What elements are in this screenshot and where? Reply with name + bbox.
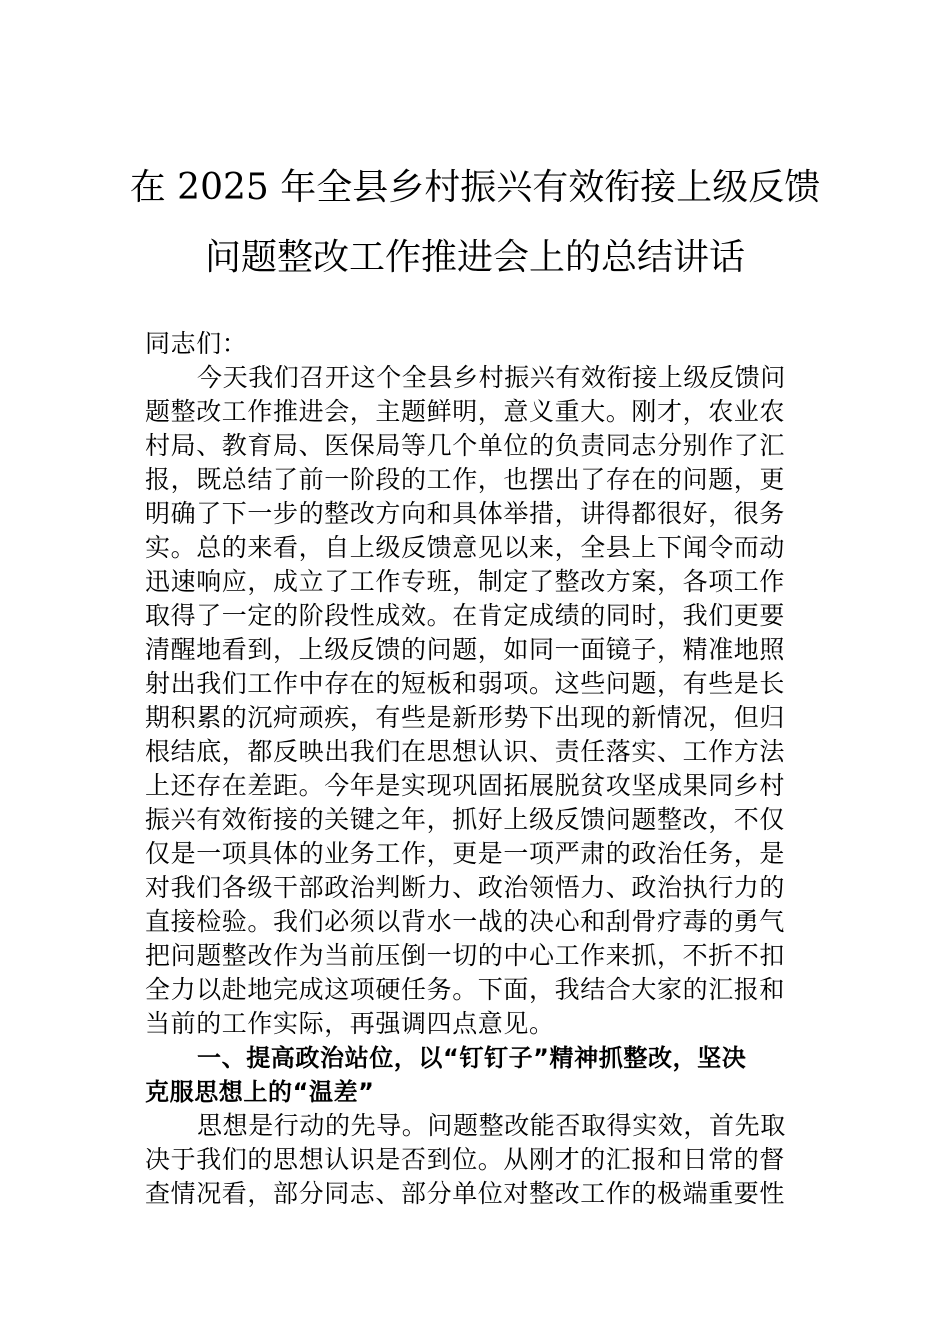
paragraph-line: 根结底，都反映出我们在思想认识、责任落实、工作方法	[145, 737, 786, 766]
paragraph-line: 查情况看，部分同志、部分单位对整改工作的极端重要性	[145, 1179, 786, 1208]
paragraph-line: 全力以赴地完成这项硬任务。下面，我结合大家的汇报和	[145, 975, 786, 1004]
paragraph-line: 决于我们的思想认识是否到位。从刚才的汇报和日常的督	[145, 1145, 786, 1174]
document-title-line-1: 在 2025 年全县乡村振兴有效衔接上级反馈	[129, 167, 821, 208]
paragraph-line: 思想是行动的先导。问题整改能否取得实效，首先取	[197, 1111, 786, 1140]
paragraph-line: 上还存在差距。今年是实现巩固拓展脱贫攻坚成果同乡村	[145, 771, 786, 800]
paragraph-line: 对我们各级干部政治判断力、政治领悟力、政治执行力的	[145, 873, 786, 902]
paragraph-line: 清醒地看到，上级反馈的问题，如同一面镜子，精准地照	[145, 635, 786, 664]
paragraph-line: 取得了一定的阶段性成效。在肯定成绩的同时，我们更要	[145, 601, 786, 630]
paragraph-line: 把问题整改作为当前压倒一切的中心工作来抓，不折不扣	[145, 941, 786, 970]
paragraph-line: 迅速响应，成立了工作专班，制定了整改方案，各项工作	[145, 567, 786, 596]
paragraph-line: 题整改工作推进会，主题鲜明，意义重大。刚才，农业农	[145, 397, 786, 426]
paragraph-line: 期积累的沉疴顽疾，有些是新形势下出现的新情况，但归	[145, 703, 786, 732]
section-heading: 克服思想上的“温差”	[145, 1078, 375, 1106]
paragraph-line: 明确了下一步的整改方向和具体举措，讲得都很好，很务	[145, 499, 786, 528]
document-title-line-2: 问题整改工作推进会上的总结讲话	[204, 237, 745, 278]
paragraph-line: 实。总的来看，自上级反馈意见以来，全县上下闻令而动	[145, 533, 786, 562]
paragraph-line: 射出我们工作中存在的短板和弱项。这些问题，有些是长	[145, 669, 786, 698]
paragraph-line: 直接检验。我们必须以背水一战的决心和刮骨疗毒的勇气	[145, 907, 786, 936]
paragraph-line: 振兴有效衔接的关键之年，抓好上级反馈问题整改，不仅	[145, 805, 786, 834]
paragraph-line: 村局、教育局、医保局等几个单位的负责同志分别作了汇	[145, 431, 786, 460]
salutation: 同志们：	[145, 329, 248, 358]
document-body	[145, 327, 810, 1211]
paragraph-line: 当前的工作实际，再强调四点意见。	[145, 1009, 555, 1038]
paragraph-line: 今天我们召开这个全县乡村振兴有效衔接上级反馈问	[197, 363, 786, 392]
paragraph-line: 报，既总结了前一阶段的工作，也摆出了存在的问题，更	[145, 465, 786, 494]
section-heading: 一、提高政治站位，以“钉钉子”精神抓整改，坚决	[197, 1044, 747, 1072]
paragraph-line: 仅是一项具体的业务工作，更是一项严肃的政治任务，是	[145, 839, 786, 868]
